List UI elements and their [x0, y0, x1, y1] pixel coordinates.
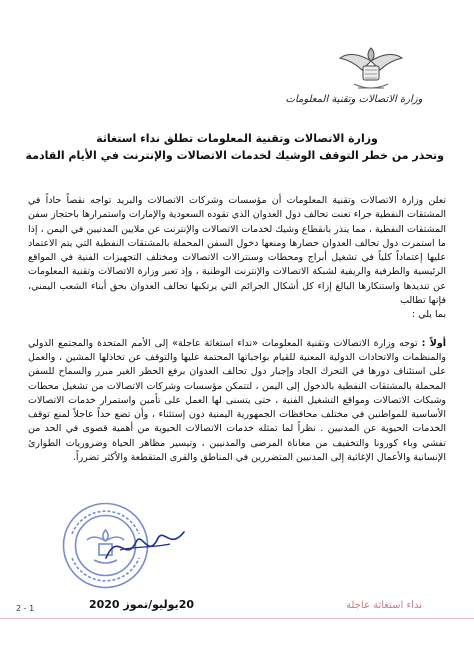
headline-line-1: وزارة الاتصالات وتقنية المعلومات تطلق نداء استغاثة	[96, 132, 378, 145]
headline	[25, 130, 444, 164]
demand-1-text: توجه وزارة الاتصالات وتقنية المعلومات «نداء استغاثة عاجلة» إلى الأمم المتحدة والمجتمع الدولي والمنظمات والاتحادات الدولية المعنية للقيام بواجباتها المحتمة عليها والتوقف عن تخاذلها المشين ، والعمل على استئناف دورها في التحرك الجاد وإجبار دول تحالف العدوان برفع الحظر الغير مبرر والسماح للسفن المحملة بالمشتقات النفطية بالدخول إلى اليمن ، لتتمكن مؤسسات وشركات الاتصالات من تشغيل محطات وشبكات الاتصالات ومواقع التشغيل الفنية ، حتى يتسنى لها العمل على تأمين واستمرار خدمات الاتصالات الأساسية للمواطنين في مختلف محافظات الجمهورية اليمنية دون إستثناء ، وأن تضع حداً عاجلاً لمنع توقف الخدمات الحيوية عن المدنيين . نظراً لما تمثله خدمات الاتصالات الحيوية من أهمية قصوى في الحد من تفشي وباء كورونا والتخفيف من معاناة المرضى والمدنيين ، وتيسير مظاهر الحياة وضروريات الطوارئ الإنسانية والأعمال الإغاثية إلى المدنيين المتضررين في المناطق والقرى المتقطعة والأكثر تضرراً.	[28, 337, 446, 464]
letterhead	[264, 44, 444, 114]
footer-motto: نداء استغاثة عاجلة	[346, 600, 422, 611]
intro-paragraph	[28, 194, 446, 323]
demand-1-label: أولاً :	[421, 337, 446, 349]
ministry-name-logotype: وزارة الاتصالات وتقنية المعلومات	[285, 94, 423, 105]
body-text	[28, 194, 446, 465]
intro-paragraph-tail: بما يلي :	[412, 309, 446, 321]
demand-paragraph-1	[28, 337, 446, 466]
headline-line-2: وتحذر من خطر التوقف الوشيك لخدمات الاتصالات والإنترنت في الأيام القادمة	[25, 149, 444, 162]
footer-rule	[0, 618, 474, 619]
intro-paragraph-text: تعلن وزارة الاتصالات وتقنية المعلومات أن مؤسسات وشركات الاتصالات والبريد تواجه نقصاً حاداً في المشتقات النفطية جراء تعنت تحالف دول العدوان الذي تقوده السعودية والإمارات واستمرارها باحتجاز سفن المشتقات النفطية ، مما ينذر بانقطاع وشيك لخدمات الاتصالات والإنترنت عن ملايين المدنيين في اليمن ، إذا ما استمرت دول تحالف العدوان حصارها ومنعها دخول السفن المحملة بالمشتقات النفطية التي يتم الاعتماد عليها إعتماداً كلياً في تشغيل أبراج ومحطات وسنترالات الاتصالات ومختلف التجهيزات الفنية في المواقع الرئيسية والطرفية والريفية لشبكة الاتصالات والإنترنت الوطنية ، وإذ تعبر وزارة الاتصالات وتقنية المعلومات عن تنديدها واستنكارها البالغ إزاء كل أشكال الجرائم التي يرتكبها تحالف العدوان بحق أبناء الشعب اليمني، فإنها تطالب	[28, 195, 446, 307]
yemen-eagle-emblem-icon	[336, 44, 406, 94]
footer	[0, 596, 474, 616]
page-number: 2 - 1	[16, 604, 35, 613]
footer-date: 20يوليو/تموز 2020	[88, 598, 194, 611]
handwritten-signature	[100, 520, 190, 570]
